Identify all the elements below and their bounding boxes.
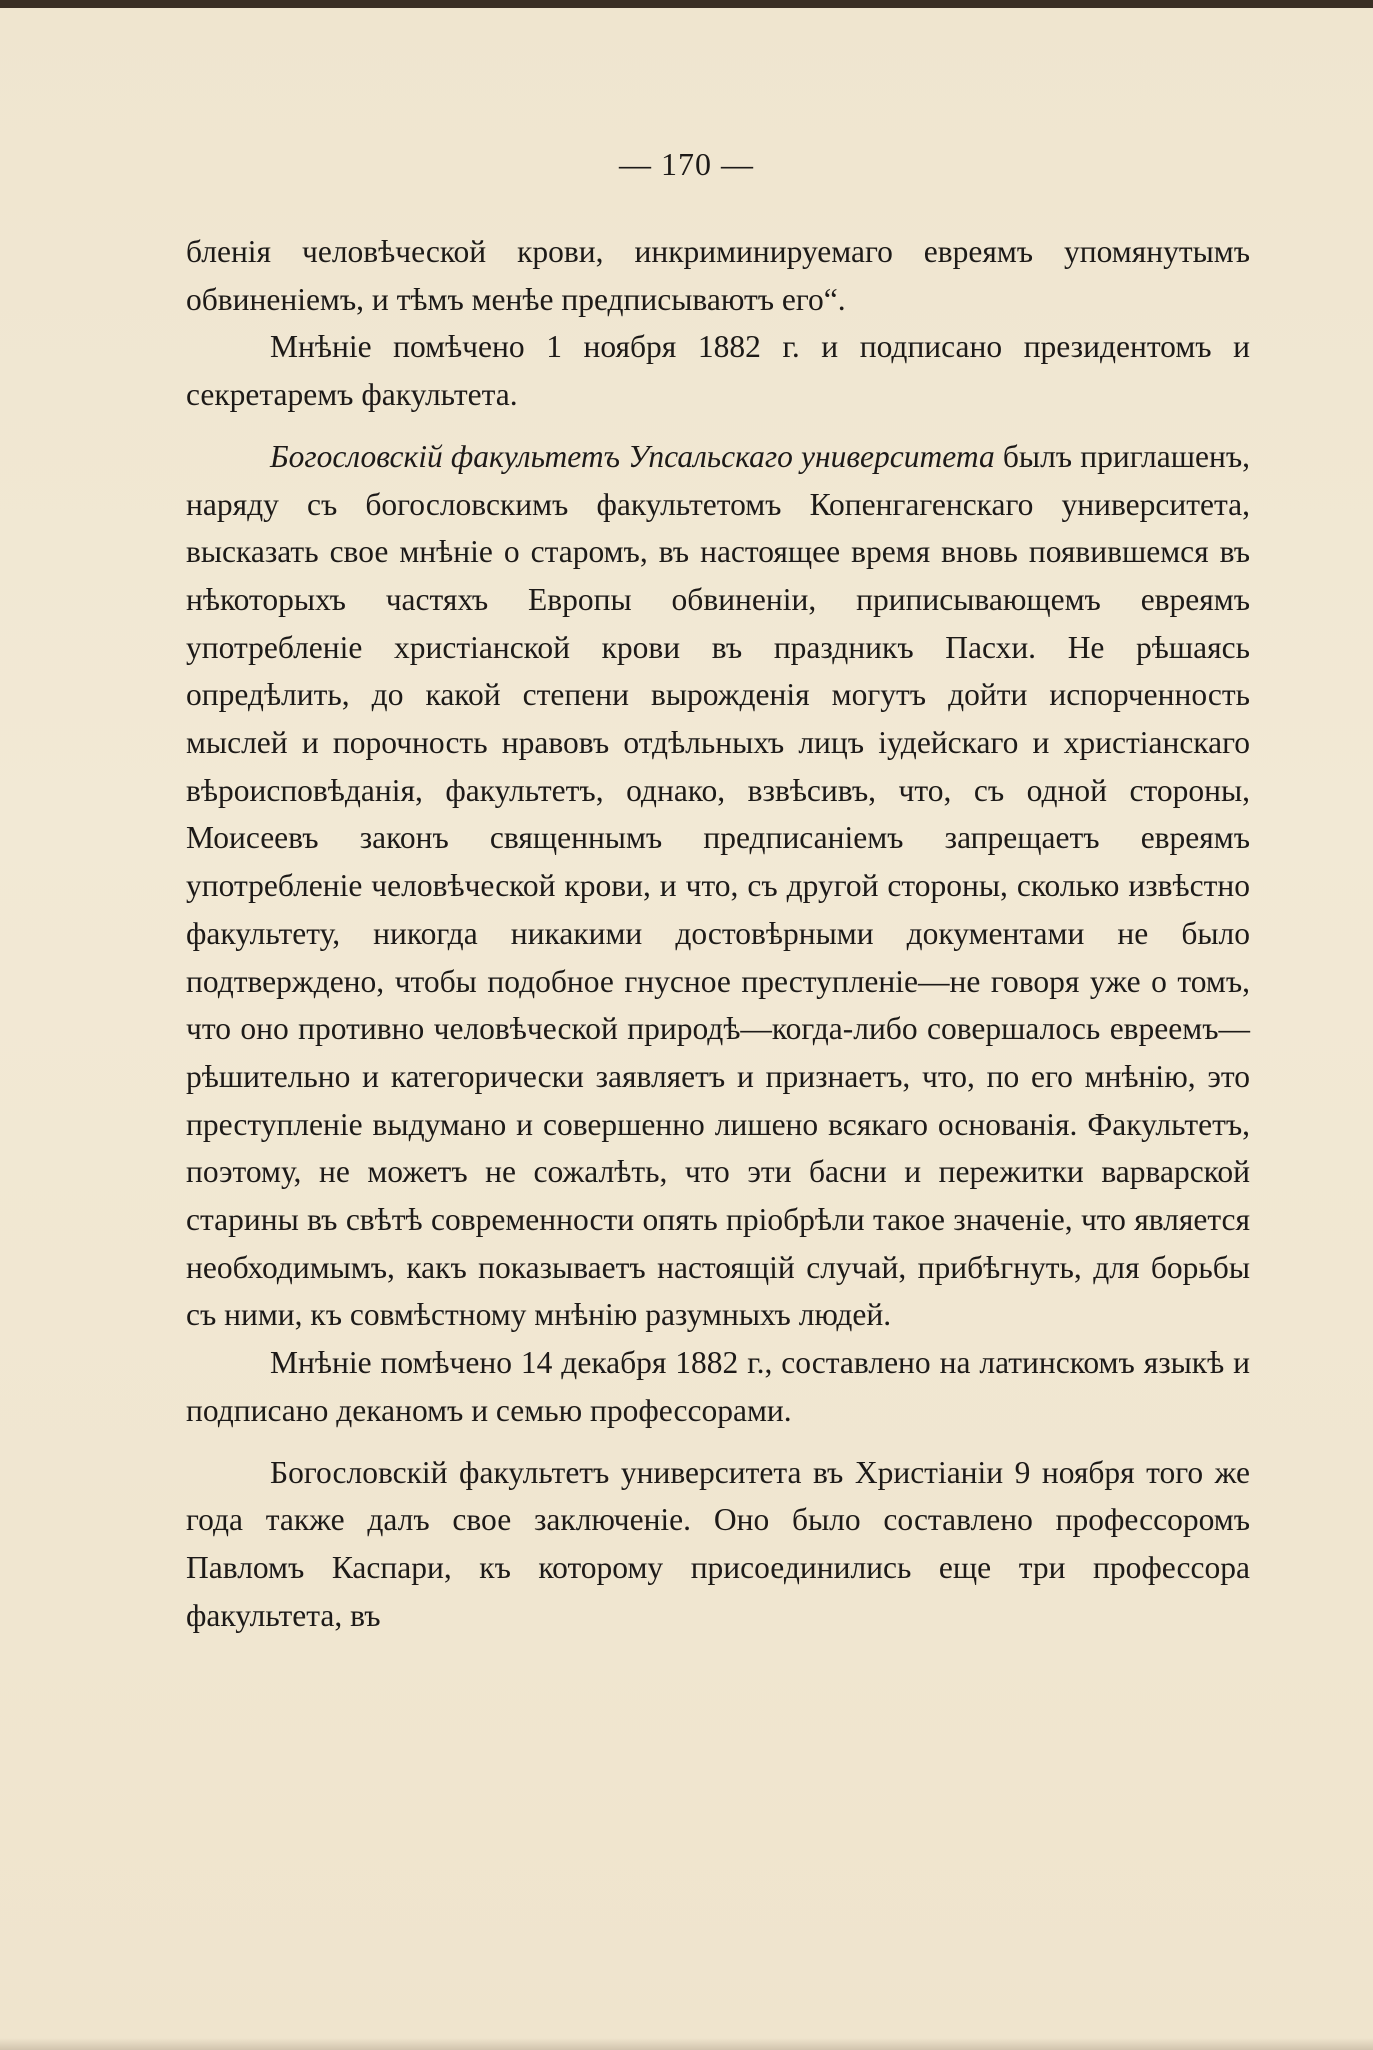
page-number: — 170 —: [619, 146, 754, 182]
paragraph-note-2: [186, 1339, 1250, 1434]
paragraph-continuation: [186, 228, 1250, 323]
paragraph-christiania: [186, 1449, 1250, 1640]
italic-heading-run: Богословскій факультетъ Упсальскаго университета: [270, 438, 995, 474]
paragraph-text: Мнѣніе помѣчено 1 ноября 1882 г. и подписано президентомъ и секретаремъ факультета.: [186, 329, 1250, 413]
page-bottom-edge: [0, 2038, 1373, 2050]
page-top-edge: [0, 0, 1373, 8]
paragraph-text: бленія человѣческой крови, инкриминируемаго евреямъ упомянутымъ обвиненіемъ, и тѣмъ менѣе предписываютъ его“.: [186, 234, 1250, 317]
body-text: [186, 228, 1250, 1639]
paragraph-text: былъ приглашенъ, наряду съ богословскимъ факультетомъ Копенгагенскаго университета, высказать свое мнѣніе о старомъ, въ настоящее время вновь появившемся въ нѣкоторыхъ частяхъ Европы обвиненіи, приписывающемъ евреямъ употребленіе христіанской крови въ праздникъ Пасхи. Не рѣшаясь опредѣлить, до какой степени вырожденія могутъ дойти испорченность мыслей и порочность нравовъ отдѣльныхъ лицъ іудейскаго и христіанскаго вѣроисповѣданія, факультетъ, однако, взвѣсивъ, что, съ одной стороны, Моисеевъ законъ священнымъ предписаніемъ запрещаетъ евреямъ употребленіе человѣческой крови, и что, съ другой стороны, сколько извѣстно факультету, никогда никакими достовѣрными документами не было подтверждено, чтобы подобное гнусное преступленіе—не говоря уже о томъ, что оно противно человѣческой природѣ—когда-либо совершалось евреемъ—рѣшительно и категорически заявляетъ и признаетъ, что, по его мнѣнію, это преступленіе выдумано и совершенно лишено всякаго основанія. Факультетъ, поэтому, не можетъ не сожалѣть, что эти басни и пережитки варварской старины въ свѣтѣ современности опять пріобрѣли такое значеніе, что является необходимымъ, какъ показываетъ настоящій случай, прибѣгнуть, для борьбы съ ними, къ совмѣстному мнѣнію разумныхъ людей.: [186, 438, 1250, 1333]
paragraph-note-1: [186, 323, 1250, 418]
paragraph-text: Мнѣніе помѣчено 14 декабря 1882 г., составлено на латинскомъ языкѣ и подписано деканомъ и семью профессорами.: [186, 1345, 1250, 1428]
paragraph-text: Богословскій факультетъ университета въ Христіаніи 9 ноября того же года также далъ свое заключеніе. Оно было составлено профессоромъ Павломъ Каспари, къ которому присоединились еще три профессора факультета, въ: [186, 1454, 1250, 1633]
paragraph-uppsala: [186, 433, 1250, 1339]
